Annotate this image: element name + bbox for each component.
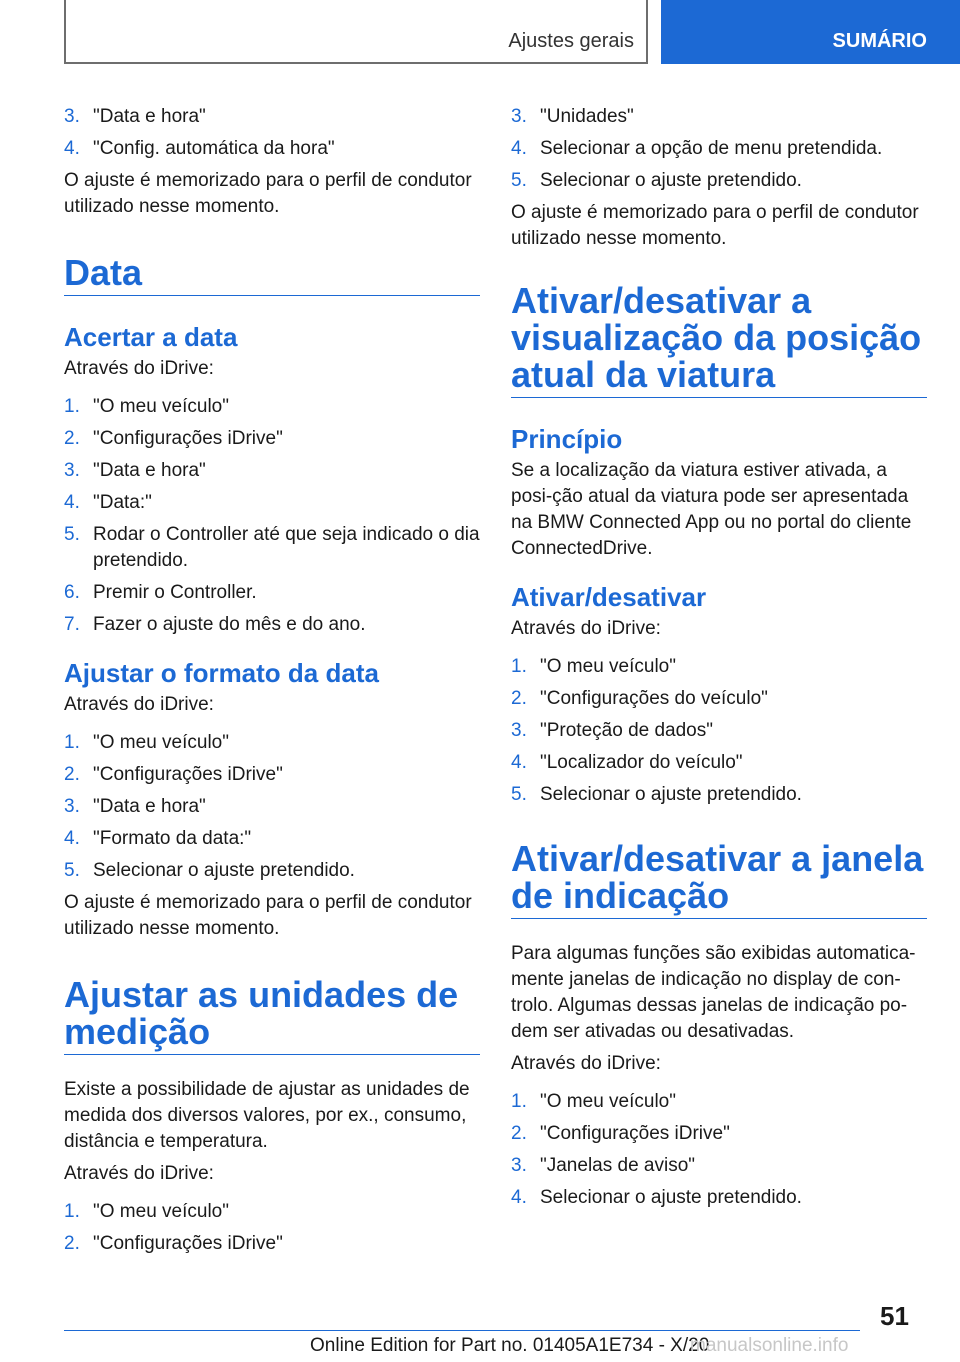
step-number: 2. <box>64 764 80 785</box>
step-item <box>64 1231 480 1257</box>
watermark: manualsonline.info <box>690 1335 849 1356</box>
step-number: 4. <box>64 828 80 849</box>
step-number: 3. <box>511 720 527 741</box>
step-text: "Janelas de aviso" <box>540 1155 696 1176</box>
step-text: Selecionar o ajuste pretendido. <box>540 1187 802 1208</box>
step-number: 4. <box>511 138 527 159</box>
step-number: 4. <box>64 492 80 513</box>
heading-data: Data <box>64 254 480 296</box>
step-number: 3. <box>64 106 80 127</box>
step-text: Fazer o ajuste do mês e do ano. <box>93 614 366 635</box>
step-text: "Proteção de dados" <box>540 720 713 741</box>
step-text: "Data e hora" <box>93 460 206 481</box>
step-number: 3. <box>511 106 527 127</box>
heading-popup-window: Ativar/desativar a janela de indicação <box>511 840 927 919</box>
step-number: 1. <box>511 656 527 677</box>
principle-text: Se a localização da viatura estiver ativada, a posi-ção atual da viatura pode ser apresentada na BMW Connected App ou no portal do cliente ConnectedDrive. <box>511 460 912 559</box>
step-number: 5. <box>64 524 80 545</box>
step-number: 5. <box>511 784 527 805</box>
step-text: "O meu veículo" <box>540 656 676 677</box>
date-format-steps <box>64 730 480 884</box>
step-text: "Configurações iDrive" <box>93 1233 283 1254</box>
step-item <box>511 1089 927 1115</box>
step-item <box>511 686 927 712</box>
step-item <box>64 580 480 606</box>
step-text: "Configurações iDrive" <box>93 428 283 449</box>
heading-activate: Ativar/desativar <box>511 582 707 612</box>
step-text: "Configurações do veículo" <box>540 688 768 709</box>
step-item <box>511 168 927 194</box>
intro-steps <box>64 104 480 162</box>
units-continued-steps <box>511 104 927 194</box>
step-item <box>511 1185 927 1211</box>
step-item <box>64 826 480 852</box>
memorized-note: O ajuste é memorizado para o perfil de condutor utilizado nesse momento. <box>511 202 919 249</box>
section-title: Ajustes gerais <box>508 30 634 52</box>
step-text: Selecionar o ajuste pretendido. <box>540 784 802 805</box>
step-text: Premir o Controller. <box>93 582 257 603</box>
step-item <box>64 612 480 638</box>
step-number: 1. <box>64 396 80 417</box>
step-item <box>64 1199 480 1225</box>
step-item <box>64 136 480 162</box>
step-number: 3. <box>511 1155 527 1176</box>
step-item <box>64 762 480 788</box>
via-idrive-label: Através do iDrive: <box>64 358 214 379</box>
units-description: Existe a possibilidade de ajustar as unidades de medida dos diversos valores, por ex., consumo, distância e temperatura. <box>64 1079 470 1152</box>
step-item <box>511 782 927 808</box>
page-number: 51 <box>880 1301 909 1331</box>
step-number: 2. <box>511 1123 527 1144</box>
step-text: Selecionar o ajuste pretendido. <box>540 170 802 191</box>
step-item <box>64 794 480 820</box>
heading-units: Ajustar as unidades de medição <box>64 976 480 1055</box>
step-number: 3. <box>64 796 80 817</box>
edition-info: Online Edition for Part no. 01405A1E734 - X/20 <box>310 1335 710 1356</box>
step-number: 1. <box>64 1201 80 1222</box>
step-text: "O meu veículo" <box>93 1201 229 1222</box>
step-item <box>511 1153 927 1179</box>
step-item <box>511 654 927 680</box>
step-text: "Formato da data:" <box>93 828 252 849</box>
step-number: 4. <box>64 138 80 159</box>
step-item <box>511 136 927 162</box>
step-text: "Data e hora" <box>93 796 206 817</box>
step-number: 2. <box>511 688 527 709</box>
summary-button[interactable]: SUMÁRIO <box>661 0 960 64</box>
step-number: 6. <box>64 582 80 603</box>
step-text: "Localizador do veículo" <box>540 752 743 773</box>
step-number: 4. <box>511 752 527 773</box>
step-number: 3. <box>64 460 80 481</box>
popup-steps <box>511 1089 927 1211</box>
header-section-box <box>64 0 648 64</box>
step-text: "Configurações iDrive" <box>540 1123 730 1144</box>
step-text: Selecionar o ajuste pretendido. <box>93 860 355 881</box>
heading-vehicle-position: Ativar/desativar a visualização da posição atual da viatura <box>511 282 927 398</box>
memorized-note: O ajuste é memorizado para o perfil de condutor utilizado nesse momento. <box>64 892 472 939</box>
vehicle-locator-steps <box>511 654 927 808</box>
step-item <box>511 104 927 130</box>
footer-divider <box>64 1330 860 1331</box>
step-item <box>511 718 927 744</box>
step-item <box>64 394 480 420</box>
memorized-note: O ajuste é memorizado para o perfil de condutor utilizado nesse momento. <box>64 170 472 217</box>
heading-date-format: Ajustar o formato da data <box>64 658 379 688</box>
step-item <box>64 490 480 516</box>
popup-description: Para algumas funções são exibidas automatica-mente janelas de indicação no display de con-trolo. Algumas dessas janelas de indicação po-dem ser ativadas ou desativadas. <box>511 943 916 1042</box>
step-item <box>64 458 480 484</box>
step-item <box>64 730 480 756</box>
step-text: "Config. automática da hora" <box>93 138 335 159</box>
step-number: 5. <box>511 170 527 191</box>
via-idrive-label: Através do iDrive: <box>64 694 214 715</box>
via-idrive-label: Através do iDrive: <box>511 618 661 639</box>
step-text: "Unidades" <box>540 106 634 127</box>
units-steps <box>64 1199 480 1257</box>
step-item <box>64 104 480 130</box>
step-text: "Data:" <box>93 492 152 513</box>
step-item <box>64 426 480 452</box>
step-number: 2. <box>64 1233 80 1254</box>
step-text: "O meu veículo" <box>540 1091 676 1112</box>
step-number: 1. <box>64 732 80 753</box>
step-text: Selecionar a opção de menu pretendida. <box>540 138 883 159</box>
step-number: 1. <box>511 1091 527 1112</box>
step-item <box>64 858 480 884</box>
heading-principle: Princípio <box>511 424 623 454</box>
step-number: 4. <box>511 1187 527 1208</box>
step-number: 5. <box>64 860 80 881</box>
step-number: 2. <box>64 428 80 449</box>
step-text: "Data e hora" <box>93 106 206 127</box>
heading-set-date: Acertar a data <box>64 322 238 352</box>
set-date-steps <box>64 394 480 638</box>
step-text: "Configurações iDrive" <box>93 764 283 785</box>
right-column <box>511 104 927 1217</box>
step-item <box>64 522 480 574</box>
step-text: Rodar o Controller até que seja indicado o dia pretendido. <box>93 524 480 571</box>
step-item <box>511 1121 927 1147</box>
step-number: 7. <box>64 614 80 635</box>
via-idrive-label: Através do iDrive: <box>64 1163 214 1184</box>
via-idrive-label: Através do iDrive: <box>511 1053 661 1074</box>
step-text: "O meu veículo" <box>93 732 229 753</box>
left-column <box>64 104 480 1263</box>
step-item <box>511 750 927 776</box>
step-text: "O meu veículo" <box>93 396 229 417</box>
